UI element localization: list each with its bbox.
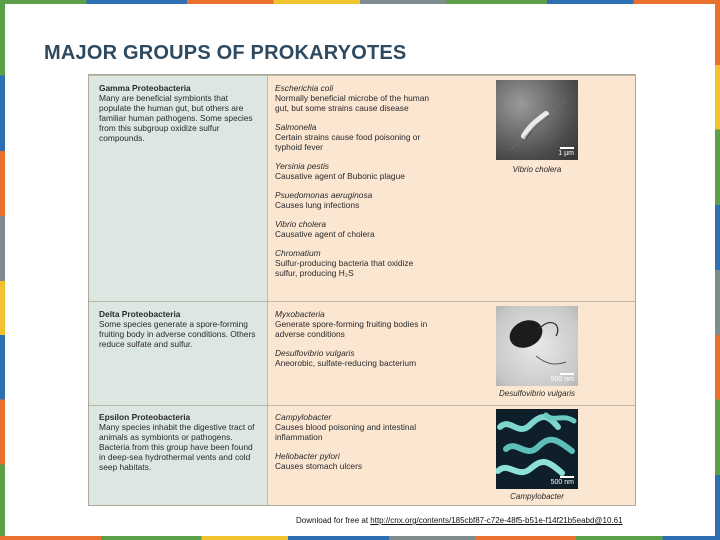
organism-name: Escherichia coli — [275, 83, 334, 93]
group-epsilon — [99, 412, 259, 472]
group-name: Epsilon Proteobacteria — [99, 412, 191, 422]
organism-entry — [275, 190, 433, 210]
organism-desc: Causative agent of Bubonic plague — [275, 171, 405, 181]
organism-desc: Causes blood poisoning and intestinal inflammation — [275, 422, 417, 442]
image-caption: Campylobacter — [510, 492, 564, 501]
group-description: Some species generate a spore-forming fruiting body in adverse conditions. Others reduce sulfate and sulfur. — [99, 319, 256, 349]
organism-desc: Aneorobic, sulfate-reducing bacterium — [275, 358, 417, 368]
right-accent-bar — [715, 0, 720, 540]
group-description: Many species inhabit the digestive tract of animals as symbionts or pathogens. Bacteria from this group have been found in deep-sea hydrothermal vents and cold seep habitats. — [99, 422, 255, 472]
organism-desc: Certain strains cause food poisoning or typhoid fever — [275, 132, 421, 152]
row-divider — [89, 301, 635, 302]
organism-name: Myxobacteria — [275, 309, 325, 319]
scale-bar-label: 500 nm — [551, 476, 574, 486]
left-accent-bar — [0, 0, 5, 540]
group-name: Delta Proteobacteria — [99, 309, 181, 319]
organism-entry — [275, 248, 433, 278]
organism-name: Desulfovibrio vulgaris — [275, 348, 355, 358]
image-caption: Vibrio cholera — [512, 165, 562, 174]
organism-desc: Normally beneficial microbe of the human gut, but some strains cause disease — [275, 93, 430, 113]
micrograph-desulfovibrio — [496, 306, 578, 386]
micrograph-vibrio — [496, 80, 578, 160]
organism-desc: Sulfur-producing bacteria that oxidize sulfur, producing H₂S — [275, 258, 414, 278]
organism-name: Vibrio cholera — [275, 219, 327, 229]
organism-desc: Causes lung infections — [275, 200, 360, 210]
organisms-epsilon — [275, 412, 433, 480]
organism-name: Salmonella — [275, 122, 317, 132]
organism-desc: Causative agent of cholera — [275, 229, 375, 239]
organism-name: Campylobacter — [275, 412, 332, 422]
organism-entry — [275, 83, 433, 113]
scale-bar-label: 500 nm — [551, 373, 574, 383]
row-divider — [89, 405, 635, 406]
footer-attribution — [296, 516, 623, 525]
organism-entry — [275, 161, 433, 181]
organisms-gamma — [275, 83, 433, 287]
organism-name: Psuedomonas aeruginosa — [275, 190, 373, 200]
organisms-delta — [275, 309, 433, 377]
organism-desc: Generate spore-forming fruiting bodies in adverse conditions — [275, 319, 428, 339]
organism-desc: Causes stomach ulcers — [275, 461, 363, 471]
slide-title: MAJOR GROUPS OF PROKARYOTES — [44, 42, 407, 64]
organism-entry — [275, 219, 433, 239]
organism-entry — [275, 412, 433, 442]
scale-bar-label: 1 µm — [558, 147, 574, 157]
organism-name: Chromatium — [275, 248, 321, 258]
group-name: Gamma Proteobacteria — [99, 83, 191, 93]
organism-name: Yersinia pestis — [275, 161, 329, 171]
group-gamma — [99, 83, 259, 143]
organism-entry — [275, 309, 433, 339]
group-description: Many are beneficial symbionts that populate the human gut, but others are familiar human pathogens. Some species from this subgroup oxidize sulfur compounds. — [99, 93, 253, 143]
micrograph-campylobacter — [496, 409, 578, 489]
group-delta — [99, 309, 259, 349]
top-divider — [89, 75, 635, 76]
footer-prefix: Download for free at — [296, 516, 371, 525]
organism-name: Heliobacter pylori — [275, 451, 340, 461]
top-accent-bar — [0, 0, 720, 4]
organism-entry — [275, 451, 433, 471]
footer-link[interactable]: http://cnx.org/contents/185cbf87-c72e-48f5-b51e-f14f21b5eabd@10.61 — [370, 516, 623, 525]
organism-entry — [275, 122, 433, 152]
organism-entry — [275, 348, 433, 368]
image-caption: Desulfovibrio vulgaris — [498, 389, 576, 398]
bottom-accent-bar — [0, 536, 720, 540]
